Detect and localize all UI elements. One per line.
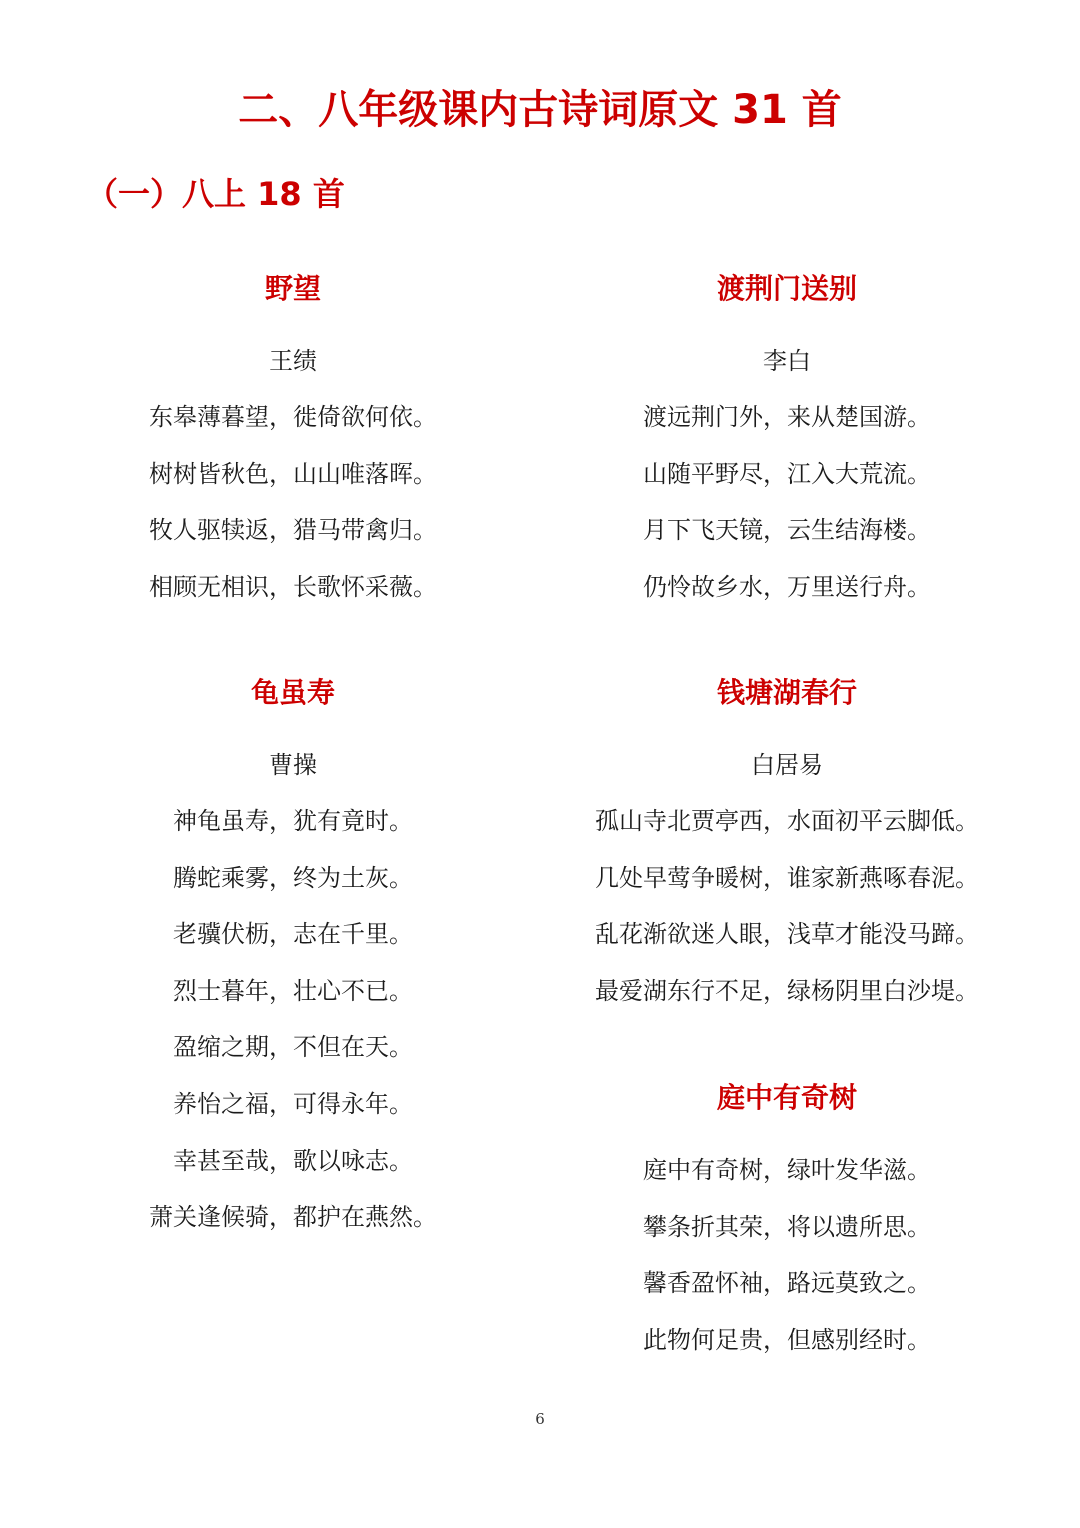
poem-line: 萧关逢候骑，都护在燕然。 (149, 1203, 437, 1232)
poem-line: 老骥伏枥，志在千里。 (173, 920, 413, 949)
poem-line: 盈缩之期，不但在天。 (173, 1033, 413, 1062)
poem-title: 庭中有奇树 (716, 1081, 857, 1114)
poem-gui-sui-shou (73, 671, 513, 1246)
poem-line: 最爱湖东行不足，绿杨阴里白沙堤。 (595, 976, 979, 1005)
poem-line: 馨香盈怀袖，路远莫致之。 (643, 1269, 931, 1298)
poem-line: 东皋薄暮望，徙倚欲何依。 (149, 403, 437, 431)
poem-line: 月下飞天镜，云生结海楼。 (643, 516, 931, 545)
poem-ting-zhong-you-qi-shu (567, 1076, 1007, 1368)
page-title: 二、八年级课内古诗词原文 31 首 (238, 87, 842, 133)
poem-line: 牧人驱犊返，猎马带禽归。 (149, 516, 437, 545)
poem-line: 神龟虽寿，犹有竟时。 (173, 807, 413, 835)
poem-author: 白居易 (751, 751, 823, 779)
poem-line: 烈士暮年，壮心不已。 (173, 976, 413, 1005)
section-title: （一）八上 18 首 (86, 175, 345, 213)
poem-author: 王绩 (269, 347, 317, 375)
poem-line: 腾蛇乘雾，终为土灰。 (173, 863, 413, 892)
poem-line: 幸甚至哉，歌以咏志。 (173, 1146, 413, 1175)
poem-line: 几处早莺争暖树，谁家新燕啄春泥。 (595, 863, 979, 892)
poem-line: 仍怜故乡水，万里送行舟。 (643, 572, 931, 601)
poem-line: 此物何足贵，但感别经时。 (643, 1325, 931, 1354)
poem-author: 曹操 (269, 751, 317, 779)
poem-line: 孤山寺北贾亭西，水面初平云脚低。 (595, 807, 979, 835)
poem-line: 庭中有奇树，绿叶发华滋。 (643, 1156, 931, 1184)
poem-du-jing-men-song-bie (567, 267, 1007, 615)
poem-line: 相顾无相识，长歌怀采薇。 (149, 572, 437, 601)
page-number: 6 (535, 1410, 545, 1428)
poem-title: 渡荆门送别 (716, 272, 857, 305)
poem-title: 钱塘湖春行 (716, 676, 857, 709)
poem-title: 龟虽寿 (250, 676, 335, 709)
poem-ye-wang (73, 267, 513, 615)
poem-line: 乱花渐欲迷人眼，浅草才能没马蹄。 (595, 920, 979, 949)
poem-line: 山随平野尽，江入大荒流。 (643, 459, 931, 488)
poem-qian-tang-hu-chun-xing (567, 671, 1007, 1019)
poem-title: 野望 (264, 272, 321, 305)
poem-line: 攀条折其荣，将以遗所思。 (643, 1212, 931, 1241)
poem-line: 养怡之福，可得永年。 (173, 1089, 413, 1118)
poem-line: 树树皆秋色，山山唯落晖。 (149, 459, 437, 488)
poem-author: 李白 (763, 347, 811, 375)
poem-line: 渡远荆门外，来从楚国游。 (643, 403, 931, 431)
